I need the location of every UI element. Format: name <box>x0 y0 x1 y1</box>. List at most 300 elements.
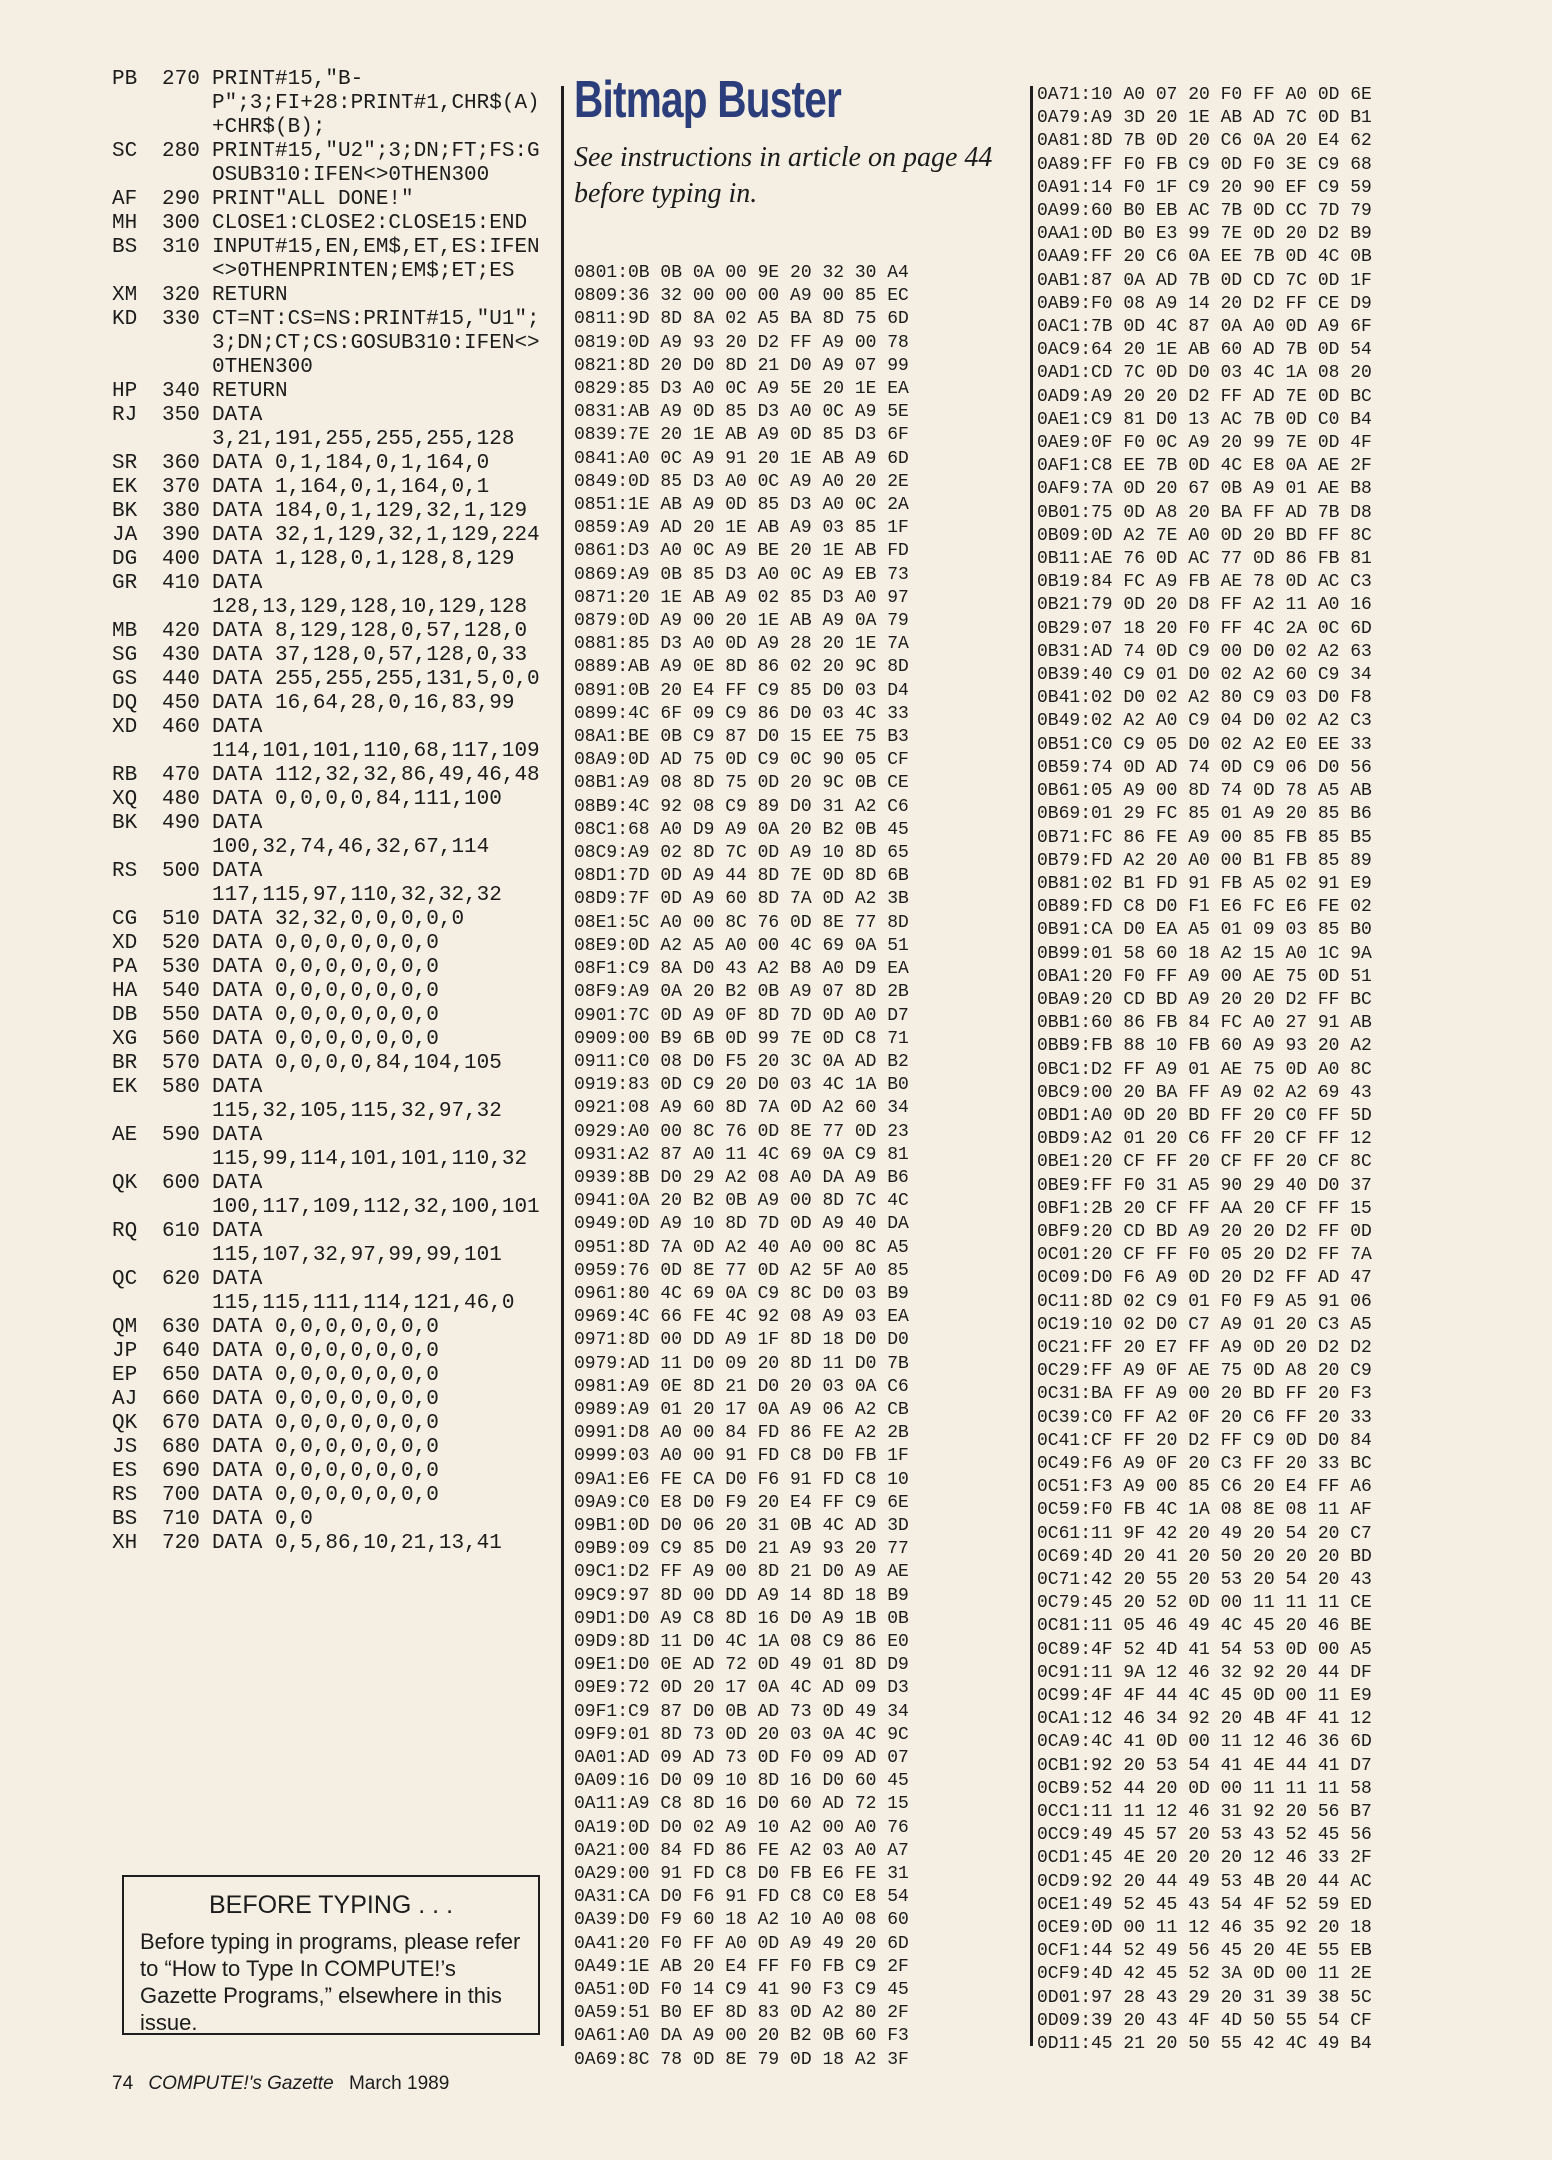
line-text: DATA 0,1,184,0,1,164,0 <box>212 452 490 475</box>
hex-line: 0B89:FD C8 D0 F1 E6 FC E6 FE 02 <box>1037 897 1372 918</box>
checksum-code: BR <box>112 1052 138 1075</box>
page-footer <box>112 2073 449 2095</box>
checksum-code: CG <box>112 908 138 931</box>
hex-line: 0BA9:20 CD BD A9 20 20 D2 FF BC <box>1037 989 1372 1010</box>
hex-line: 0911:C0 08 D0 F5 20 3C 0A AD B2 <box>574 1051 909 1072</box>
line-text: CT=NT:CS=NS:PRINT#15,"U1";3;DN;CT;CS:GOSUB310:IFEN<>0THEN300 <box>212 308 540 379</box>
checksum-code: DQ <box>112 692 138 715</box>
listing-line <box>112 572 552 620</box>
line-number: 290 <box>162 188 200 211</box>
checksum-code: RJ <box>112 404 138 427</box>
hex-line: 09C1:D2 FF A9 00 8D 21 D0 A9 AE <box>574 1562 909 1583</box>
hex-line: 09F1:C9 87 D0 0B AD 73 0D 49 34 <box>574 1701 909 1722</box>
hex-line: 08A1:BE 0B C9 87 D0 15 EE 75 B3 <box>574 727 909 748</box>
hex-line: 0CB1:92 20 53 54 41 4E 44 41 D7 <box>1037 1755 1372 1776</box>
hex-line: 0A39:D0 F9 60 18 A2 10 A0 08 60 <box>574 1910 909 1931</box>
basic-listing <box>112 68 552 1556</box>
line-text: RETURN <box>212 284 288 307</box>
hex-line: 0859:A9 AD 20 1E AB A9 03 85 1F <box>574 518 909 539</box>
hex-line: 0B99:01 58 60 18 A2 15 A0 1C 9A <box>1037 943 1372 964</box>
hex-line: 0BE1:20 CF FF 20 CF FF 20 CF 8C <box>1037 1152 1372 1173</box>
hex-line: 0B59:74 0D AD 74 0D C9 06 D0 56 <box>1037 757 1372 778</box>
hex-line: 0AB1:87 0A AD 7B 0D CD 7C 0D 1F <box>1037 270 1372 291</box>
hex-line: 0999:03 A0 00 91 FD C8 D0 FB 1F <box>574 1446 909 1467</box>
hex-line: 08D9:7F 0D A9 60 8D 7A 0D A2 3B <box>574 889 909 910</box>
line-number: 510 <box>162 908 200 931</box>
listing-line <box>112 908 552 932</box>
line-text: DATA 0,0,0,0,84,111,100 <box>212 788 502 811</box>
checksum-code: PB <box>112 68 138 91</box>
hex-line: 09F9:01 8D 73 0D 20 03 0A 4C 9C <box>574 1724 909 1745</box>
line-text: DATA 0,0,0,0,0,0,0 <box>212 1388 439 1411</box>
line-text: DATA 32,1,129,32,1,129,224 <box>212 524 540 547</box>
hex-line: 0D09:39 20 43 4F 4D 50 55 54 CF <box>1037 2010 1372 2031</box>
hex-line: 0C31:BA FF A9 00 20 BD FF 20 F3 <box>1037 1384 1372 1405</box>
hex-listing-middle <box>574 262 909 2072</box>
hex-line: 0BB1:60 86 FB 84 FC A0 27 91 AB <box>1037 1013 1372 1034</box>
line-number: 580 <box>162 1076 200 1099</box>
line-number: 370 <box>162 476 200 499</box>
hex-line: 0981:A9 0E 8D 21 D0 20 03 0A C6 <box>574 1376 909 1397</box>
line-number: 400 <box>162 548 200 571</box>
line-text: DATA 112,32,32,86,49,46,48 <box>212 764 540 787</box>
hex-line: 0AA1:0D B0 E3 99 7E 0D 20 D2 B9 <box>1037 224 1372 245</box>
hex-line: 0C59:F0 FB 4C 1A 08 8E 08 11 AF <box>1037 1500 1372 1521</box>
hex-line: 0C89:4F 52 4D 41 54 53 0D 00 A5 <box>1037 1639 1372 1660</box>
line-text: DATA 0,0,0,0,0,0,0 <box>212 1364 439 1387</box>
line-text: DATA 0,0,0,0,0,0,0 <box>212 1316 439 1339</box>
line-number: 540 <box>162 980 200 1003</box>
hex-line: 0861:D3 A0 0C A9 BE 20 1E AB FD <box>574 541 909 562</box>
hex-line: 0CA1:12 46 34 92 20 4B 4F 41 12 <box>1037 1709 1372 1730</box>
checksum-code: BK <box>112 500 138 523</box>
hex-line: 0BF1:2B 20 CF FF AA 20 CF FF 15 <box>1037 1198 1372 1219</box>
hex-line: 0891:0B 20 E4 FF C9 85 D0 03 D4 <box>574 680 909 701</box>
hex-line: 0D11:45 21 20 50 55 42 4C 49 B4 <box>1037 2034 1372 2055</box>
line-number: 340 <box>162 380 200 403</box>
line-number: 700 <box>162 1484 200 1507</box>
hex-line: 0839:7E 20 1E AB A9 0D 85 D3 6F <box>574 425 909 446</box>
hex-line: 0881:85 D3 A0 0D A9 28 20 1E 7A <box>574 634 909 655</box>
line-text: PRINT#15,"B-P";3;FI+28:PRINT#1,CHR$(A)+CHR$(B); <box>212 68 540 139</box>
checksum-code: XG <box>112 1028 138 1051</box>
hex-line: 0A61:A0 DA A9 00 20 B2 0B 60 F3 <box>574 2026 909 2047</box>
checksum-code: BK <box>112 812 138 835</box>
line-number: 630 <box>162 1316 200 1339</box>
line-text: DATA 100,32,74,46,32,67,114 <box>212 812 490 859</box>
hex-line: 0BC1:D2 FF A9 01 AE 75 0D A0 8C <box>1037 1059 1372 1080</box>
hex-line: 0C91:11 9A 12 46 32 92 20 44 DF <box>1037 1662 1372 1683</box>
listing-line <box>112 1484 552 1508</box>
before-typing-box <box>122 1875 540 2035</box>
hex-line: 0A99:60 B0 EB AC 7B 0D CC 7D 79 <box>1037 201 1372 222</box>
line-number: 530 <box>162 956 200 979</box>
hex-line: 0C19:10 02 D0 C7 A9 01 20 C3 A5 <box>1037 1314 1372 1335</box>
hex-line: 0B19:84 FC A9 FB AE 78 0D AC C3 <box>1037 572 1372 593</box>
listing-line <box>112 1052 552 1076</box>
line-number: 310 <box>162 236 200 259</box>
line-text: DATA 0,0,0,0,84,104,105 <box>212 1052 502 1075</box>
hex-line: 0A41:20 F0 FF A0 0D A9 49 20 6D <box>574 1933 909 1954</box>
hex-line: 0CF9:4D 42 45 52 3A 0D 00 11 2E <box>1037 1964 1372 1985</box>
line-text: DATA 0,0,0,0,0,0,0 <box>212 980 439 1003</box>
hex-line: 08C9:A9 02 8D 7C 0D A9 10 8D 65 <box>574 843 909 864</box>
hex-line: 0C99:4F 4F 44 4C 45 0D 00 11 E9 <box>1037 1686 1372 1707</box>
hex-line: 0B09:0D A2 7E A0 0D 20 BD FF 8C <box>1037 525 1372 546</box>
line-text: DATA 37,128,0,57,128,0,33 <box>212 644 528 667</box>
listing-line <box>112 812 552 860</box>
line-text: DATA 115,99,114,101,101,110,32 <box>212 1124 528 1171</box>
hex-line: 0CE1:49 52 45 43 54 4F 52 59 ED <box>1037 1894 1372 1915</box>
listing-line <box>112 1532 552 1556</box>
line-number: 380 <box>162 500 200 523</box>
hex-line: 0AF9:7A 0D 20 67 0B A9 01 AE B8 <box>1037 479 1372 500</box>
hex-line: 0B71:FC 86 FE A9 00 85 FB 85 B5 <box>1037 827 1372 848</box>
listing-line <box>112 620 552 644</box>
line-number: 420 <box>162 620 200 643</box>
line-number: 520 <box>162 932 200 955</box>
listing-line <box>112 452 552 476</box>
checksum-code: MB <box>112 620 138 643</box>
hex-line: 0A81:8D 7B 0D 20 C6 0A 20 E4 62 <box>1037 131 1372 152</box>
hex-line: 0B31:AD 74 0D C9 00 D0 02 A2 63 <box>1037 641 1372 662</box>
listing-line <box>112 644 552 668</box>
hex-line: 0C61:11 9F 42 20 49 20 54 20 C7 <box>1037 1523 1372 1544</box>
hex-line: 0A29:00 91 FD C8 D0 FB E6 FE 31 <box>574 1864 909 1885</box>
checksum-code: XM <box>112 284 138 307</box>
checksum-code: DB <box>112 1004 138 1027</box>
hex-line: 0941:0A 20 B2 0B A9 00 8D 7C 4C <box>574 1191 909 1212</box>
line-text: DATA 0,0,0,0,0,0,0 <box>212 1028 439 1051</box>
article-title: Bitmap Buster <box>574 71 842 129</box>
hex-line: 0B49:02 A2 A0 C9 04 D0 02 A2 C3 <box>1037 711 1372 732</box>
hex-line: 0C21:FF 20 E7 FF A9 0D 20 D2 D2 <box>1037 1337 1372 1358</box>
hex-line: 0C81:11 05 46 49 4C 45 20 46 BE <box>1037 1616 1372 1637</box>
hex-line: 0959:76 0D 8E 77 0D A2 5F A0 85 <box>574 1260 909 1281</box>
hex-line: 0C39:C0 FF A2 0F 20 C6 FF 20 33 <box>1037 1407 1372 1428</box>
line-text: DATA 1,128,0,1,128,8,129 <box>212 548 515 571</box>
checksum-code: GS <box>112 668 138 691</box>
checksum-code: QK <box>112 1412 138 1435</box>
hex-line: 0B51:C0 C9 05 D0 02 A2 E0 EE 33 <box>1037 734 1372 755</box>
hex-line: 0A51:0D F0 14 C9 41 90 F3 C9 45 <box>574 1980 909 2001</box>
line-number: 360 <box>162 452 200 475</box>
line-number: 280 <box>162 140 200 163</box>
listing-line <box>112 1388 552 1412</box>
hex-line: 0B79:FD A2 20 A0 00 B1 FB 85 89 <box>1037 850 1372 871</box>
checksum-code: RS <box>112 1484 138 1507</box>
checksum-code: MH <box>112 212 138 235</box>
listing-line <box>112 668 552 692</box>
line-text: DATA 0,0,0,0,0,0,0 <box>212 1004 439 1027</box>
hex-line: 0CD9:92 20 44 49 53 4B 20 44 AC <box>1037 1871 1372 1892</box>
line-number: 560 <box>162 1028 200 1051</box>
article-intro: See instructions in article on page 44 before typing in. <box>574 142 993 209</box>
hex-line: 09D1:D0 A9 C8 8D 16 D0 A9 1B 0B <box>574 1608 909 1629</box>
hex-line: 0811:9D 8D 8A 02 A5 BA 8D 75 6D <box>574 309 909 330</box>
checksum-code: JP <box>112 1340 138 1363</box>
checksum-code: SC <box>112 140 138 163</box>
listing-line <box>112 1412 552 1436</box>
checksum-code: BS <box>112 236 138 259</box>
hex-line: 0A71:10 A0 07 20 F0 FF A0 0D 6E <box>1037 85 1372 105</box>
hex-line: 08C1:68 A0 D9 A9 0A 20 B2 0B 45 <box>574 819 909 840</box>
checksum-code: SG <box>112 644 138 667</box>
hex-line: 0B41:02 D0 02 A2 80 C9 03 D0 F8 <box>1037 688 1372 709</box>
line-text: DATA 0,0,0,0,0,0,0 <box>212 1436 439 1459</box>
line-number: 410 <box>162 572 200 595</box>
hex-line: 0969:4C 66 FE 4C 92 08 A9 03 EA <box>574 1307 909 1328</box>
listing-line <box>112 500 552 524</box>
hex-line: 0CE9:0D 00 11 12 46 35 92 20 18 <box>1037 1918 1372 1939</box>
checksum-code: EK <box>112 1076 138 1099</box>
line-text: CLOSE1:CLOSE2:CLOSE15:END <box>212 212 528 235</box>
hex-line: 0CA9:4C 41 0D 00 11 12 46 36 6D <box>1037 1732 1372 1753</box>
line-text: DATA 115,32,105,115,32,97,32 <box>212 1076 502 1123</box>
line-text: DATA 255,255,255,131,5,0,0 <box>212 668 540 691</box>
hex-line: 0AA9:FF 20 C6 0A EE 7B 0D 4C 0B <box>1037 247 1372 268</box>
hex-line: 0C01:20 CF FF F0 05 20 D2 FF 7A <box>1037 1245 1372 1266</box>
listing-line <box>112 68 552 140</box>
hex-line: 0899:4C 6F 09 C9 86 D0 03 4C 33 <box>574 703 909 724</box>
hex-line: 08A9:0D AD 75 0D C9 0C 90 05 CF <box>574 750 909 771</box>
hex-line: 0971:8D 00 DD A9 1F 8D 18 D0 D0 <box>574 1330 909 1351</box>
hex-line: 0A01:AD 09 AD 73 0D F0 09 AD 07 <box>574 1748 909 1768</box>
line-text: DATA 32,32,0,0,0,0,0 <box>212 908 465 931</box>
line-number: 320 <box>162 284 200 307</box>
hex-line: 0A69:8C 78 0D 8E 79 0D 18 A2 3F <box>574 2049 909 2070</box>
line-number: 500 <box>162 860 200 883</box>
hex-line: 09A9:C0 E8 D0 F9 20 E4 FF C9 6E <box>574 1492 909 1513</box>
line-number: 690 <box>162 1460 200 1483</box>
checksum-code: XD <box>112 932 138 955</box>
hex-line: 0C09:D0 F6 A9 0D 20 D2 FF AD 47 <box>1037 1268 1372 1289</box>
hex-line: 08E9:0D A2 A5 A0 00 4C 69 0A 51 <box>574 935 909 956</box>
listing-line <box>112 1364 552 1388</box>
publication-name: COMPUTE!'s Gazette <box>148 2073 334 2094</box>
line-number: 600 <box>162 1172 200 1195</box>
listing-line <box>112 692 552 716</box>
hex-line: 0C29:FF A9 0F AE 75 0D A8 20 C9 <box>1037 1361 1372 1382</box>
hex-line: 0829:85 D3 A0 0C A9 5E 20 1E EA <box>574 379 909 400</box>
note-body: Before typing in programs, please refer to “How to Type In COMPUTE!’s Gazette Programs,” elsewhere in this issue. <box>140 1929 521 2035</box>
hex-line: 0C11:8D 02 C9 01 F0 F9 A5 91 06 <box>1037 1291 1372 1312</box>
hex-line: 0909:00 B9 6B 0D 99 7E 0D C8 71 <box>574 1028 909 1049</box>
hex-line: 0991:D8 A0 00 84 FD 86 FE A2 2B <box>574 1423 909 1444</box>
listing-line <box>112 860 552 908</box>
line-number: 470 <box>162 764 200 787</box>
hex-line: 0AD9:A9 20 20 D2 FF AD 7E 0D BC <box>1037 386 1372 407</box>
listing-line <box>112 1316 552 1340</box>
hex-line: 0921:08 A9 60 8D 7A 0D A2 60 34 <box>574 1098 909 1119</box>
hex-line: 0961:80 4C 69 0A C9 8C D0 03 B9 <box>574 1283 909 1304</box>
hex-line: 0B39:40 C9 01 D0 02 A2 60 C9 34 <box>1037 665 1372 686</box>
checksum-code: HP <box>112 380 138 403</box>
listing-line <box>112 308 552 380</box>
hex-line: 0C79:45 20 52 0D 00 11 11 11 CE <box>1037 1593 1372 1614</box>
hex-line: 0B21:79 0D 20 D8 FF A2 11 A0 16 <box>1037 595 1372 616</box>
hex-line: 0A49:1E AB 20 E4 FF F0 FB C9 2F <box>574 1956 909 1977</box>
listing-line <box>112 956 552 980</box>
listing-line <box>112 236 552 284</box>
line-number: 270 <box>162 68 200 91</box>
hex-listing-right <box>1037 84 1372 2056</box>
hex-line: 0B11:AE 76 0D AC 77 0D 86 FB 81 <box>1037 549 1372 570</box>
line-number: 550 <box>162 1004 200 1027</box>
listing-line <box>112 404 552 452</box>
line-number: 490 <box>162 812 200 835</box>
hex-line: 0901:7C 0D A9 0F 8D 7D 0D A0 D7 <box>574 1005 909 1026</box>
checksum-code: KD <box>112 308 138 331</box>
line-number: 670 <box>162 1412 200 1435</box>
line-text: PRINT"ALL DONE!" <box>212 188 414 211</box>
hex-line: 0B91:CA D0 EA A5 01 09 03 85 B0 <box>1037 920 1372 941</box>
issue-date: March 1989 <box>348 2073 450 2094</box>
hex-line: 0AE1:C9 81 D0 13 AC 7B 0D C0 B4 <box>1037 409 1372 430</box>
line-number: 300 <box>162 212 200 235</box>
hex-line: 0CF1:44 52 49 56 45 20 4E 55 EB <box>1037 1941 1372 1962</box>
hex-line: 0841:A0 0C A9 91 20 1E AB A9 6D <box>574 448 909 469</box>
line-text: DATA 114,101,101,110,68,117,109 <box>212 716 540 763</box>
hex-line: 0AE9:0F F0 0C A9 20 99 7E 0D 4F <box>1037 433 1372 454</box>
line-text: DATA 0,0,0,0,0,0,0 <box>212 932 439 955</box>
hex-line: 0869:A9 0B 85 D3 A0 0C A9 EB 73 <box>574 564 909 585</box>
hex-line: 0C49:F6 A9 0F 20 C3 FF 20 33 BC <box>1037 1453 1372 1474</box>
checksum-code: JA <box>112 524 138 547</box>
checksum-code: GR <box>112 572 138 595</box>
listing-line <box>112 1076 552 1124</box>
line-text: DATA 115,115,111,114,121,46,0 <box>212 1268 515 1315</box>
hex-line: 09D9:8D 11 D0 4C 1A 08 C9 86 E0 <box>574 1631 909 1652</box>
checksum-code: ES <box>112 1460 138 1483</box>
hex-line: 0939:8B D0 29 A2 08 A0 DA A9 B6 <box>574 1167 909 1188</box>
listing-line <box>112 1268 552 1316</box>
listing-line <box>112 548 552 572</box>
hex-line: 0BD9:A2 01 20 C6 FF 20 CF FF 12 <box>1037 1129 1372 1150</box>
hex-line: 0819:0D A9 93 20 D2 FF A9 00 78 <box>574 332 909 353</box>
hex-line: 0851:1E AB A9 0D 85 D3 A0 0C 2A <box>574 495 909 516</box>
line-number: 570 <box>162 1052 200 1075</box>
listing-line <box>112 140 552 188</box>
hex-line: 0C69:4D 20 41 20 50 20 20 20 BD <box>1037 1546 1372 1567</box>
hex-line: 09E9:72 0D 20 17 0A 4C AD 09 D3 <box>574 1678 909 1699</box>
line-text: DATA 117,115,97,110,32,32,32 <box>212 860 502 907</box>
line-text: DATA 128,13,129,128,10,129,128 <box>212 572 528 619</box>
line-text: INPUT#15,EN,EM$,ET,ES:IFEN<>0THENPRINTEN;EM$;ET;ES <box>212 236 540 283</box>
checksum-code: AF <box>112 188 138 211</box>
hex-line: 0871:20 1E AB A9 02 85 D3 A0 97 <box>574 587 909 608</box>
hex-line: 0A89:FF F0 FB C9 0D F0 3E C9 68 <box>1037 154 1372 175</box>
hex-line: 0A11:A9 C8 8D 16 D0 60 AD 72 15 <box>574 1794 909 1815</box>
hex-line: 0C71:42 20 55 20 53 20 54 20 43 <box>1037 1570 1372 1590</box>
checksum-code: JS <box>112 1436 138 1459</box>
listing-line <box>112 524 552 548</box>
listing-line <box>112 284 552 308</box>
hex-line: 0889:AB A9 0E 8D 86 02 20 9C 8D <box>574 657 909 678</box>
listing-line <box>112 212 552 236</box>
line-text: DATA 3,21,191,255,255,255,128 <box>212 404 515 451</box>
hex-line: 0989:A9 01 20 17 0A A9 06 A2 CB <box>574 1399 909 1420</box>
hex-line: 0A31:CA D0 F6 91 FD C8 C0 E8 54 <box>574 1887 909 1908</box>
note-heading: BEFORE TYPING . . . <box>208 1891 454 1919</box>
line-text: DATA 0,0,0,0,0,0,0 <box>212 1340 439 1363</box>
hex-line: 0B61:05 A9 00 8D 74 0D 78 A5 AB <box>1037 781 1372 802</box>
line-text: DATA 1,164,0,1,164,0,1 <box>212 476 490 499</box>
hex-line: 0931:A2 87 A0 11 4C 69 0A C9 81 <box>574 1144 909 1165</box>
line-number: 590 <box>162 1124 200 1147</box>
hex-line: 0919:83 0D C9 20 D0 03 4C 1A B0 <box>574 1075 909 1096</box>
checksum-code: QM <box>112 1316 138 1339</box>
hex-line: 0B29:07 18 20 F0 FF 4C 2A 0C 6D <box>1037 618 1372 639</box>
listing-line <box>112 1340 552 1364</box>
column-rule-left <box>561 86 564 2046</box>
checksum-code: EP <box>112 1364 138 1387</box>
listing-line <box>112 1220 552 1268</box>
checksum-code: RQ <box>112 1220 138 1243</box>
line-number: 660 <box>162 1388 200 1411</box>
hex-line: 0B81:02 B1 FD 91 FB A5 02 91 E9 <box>1037 873 1372 894</box>
line-number: 350 <box>162 404 200 427</box>
listing-line <box>112 476 552 500</box>
hex-line: 0AD1:CD 7C 0D D0 03 4C 1A 08 20 <box>1037 363 1372 384</box>
listing-line <box>112 1172 552 1220</box>
line-text: DATA 0,0,0,0,0,0,0 <box>212 1484 439 1507</box>
hex-line: 0801:0B 0B 0A 00 9E 20 32 30 A4 <box>574 263 909 283</box>
hex-line: 0AB9:F0 08 A9 14 20 D2 FF CE D9 <box>1037 293 1372 314</box>
line-number: 430 <box>162 644 200 667</box>
checksum-code: EK <box>112 476 138 499</box>
line-number: 390 <box>162 524 200 547</box>
listing-line <box>112 1004 552 1028</box>
checksum-code: AJ <box>112 1388 138 1411</box>
checksum-code: BS <box>112 1508 138 1531</box>
line-text: DATA 16,64,28,0,16,83,99 <box>212 692 515 715</box>
hex-line: 08F9:A9 0A 20 B2 0B A9 07 8D 2B <box>574 982 909 1003</box>
listing-line <box>112 188 552 212</box>
line-number: 680 <box>162 1436 200 1459</box>
line-text: DATA 100,117,109,112,32,100,101 <box>212 1172 540 1219</box>
checksum-code: QK <box>112 1172 138 1195</box>
line-number: 640 <box>162 1340 200 1363</box>
line-number: 610 <box>162 1220 200 1243</box>
hex-line: 09B9:09 C9 85 D0 21 A9 93 20 77 <box>574 1539 909 1560</box>
column-rule-right <box>1030 86 1033 2046</box>
hex-line: 0BD1:A0 0D 20 BD FF 20 C0 FF 5D <box>1037 1105 1372 1126</box>
hex-line: 09C9:97 8D 00 DD A9 14 8D 18 B9 <box>574 1585 909 1606</box>
hex-line: 0D01:97 28 43 29 20 31 39 38 5C <box>1037 1987 1372 2008</box>
listing-line <box>112 1028 552 1052</box>
hex-line: 08F1:C9 8A D0 43 A2 B8 A0 D9 EA <box>574 959 909 980</box>
hex-line: 0A59:51 B0 EF 8D 83 0D A2 80 2F <box>574 2003 909 2024</box>
hex-line: 0A19:0D D0 02 A9 10 A2 00 A0 76 <box>574 1817 909 1838</box>
line-number: 330 <box>162 308 200 331</box>
line-text: DATA 0,0,0,0,0,0,0 <box>212 1412 439 1435</box>
listing-line <box>112 1436 552 1460</box>
hex-line: 0951:8D 7A 0D A2 40 A0 00 8C A5 <box>574 1237 909 1258</box>
checksum-code: SR <box>112 452 138 475</box>
checksum-code: XH <box>112 1532 138 1555</box>
hex-line: 0AF1:C8 EE 7B 0D 4C E8 0A AE 2F <box>1037 456 1372 477</box>
checksum-code: HA <box>112 980 138 1003</box>
hex-line: 0879:0D A9 00 20 1E AB A9 0A 79 <box>574 611 909 632</box>
hex-line: 0A21:00 84 FD 86 FE A2 03 A0 A7 <box>574 1840 909 1861</box>
hex-line: 08E1:5C A0 00 8C 76 0D 8E 77 8D <box>574 912 909 933</box>
checksum-code: QC <box>112 1268 138 1291</box>
hex-line: 0CC1:11 11 12 46 31 92 20 56 B7 <box>1037 1802 1372 1823</box>
listing-line <box>112 788 552 812</box>
hex-line: 0821:8D 20 D0 8D 21 D0 A9 07 99 <box>574 355 909 376</box>
line-text: PRINT#15,"U2";3;DN;FT;FS:GOSUB310:IFEN<>0THEN300 <box>212 140 540 187</box>
